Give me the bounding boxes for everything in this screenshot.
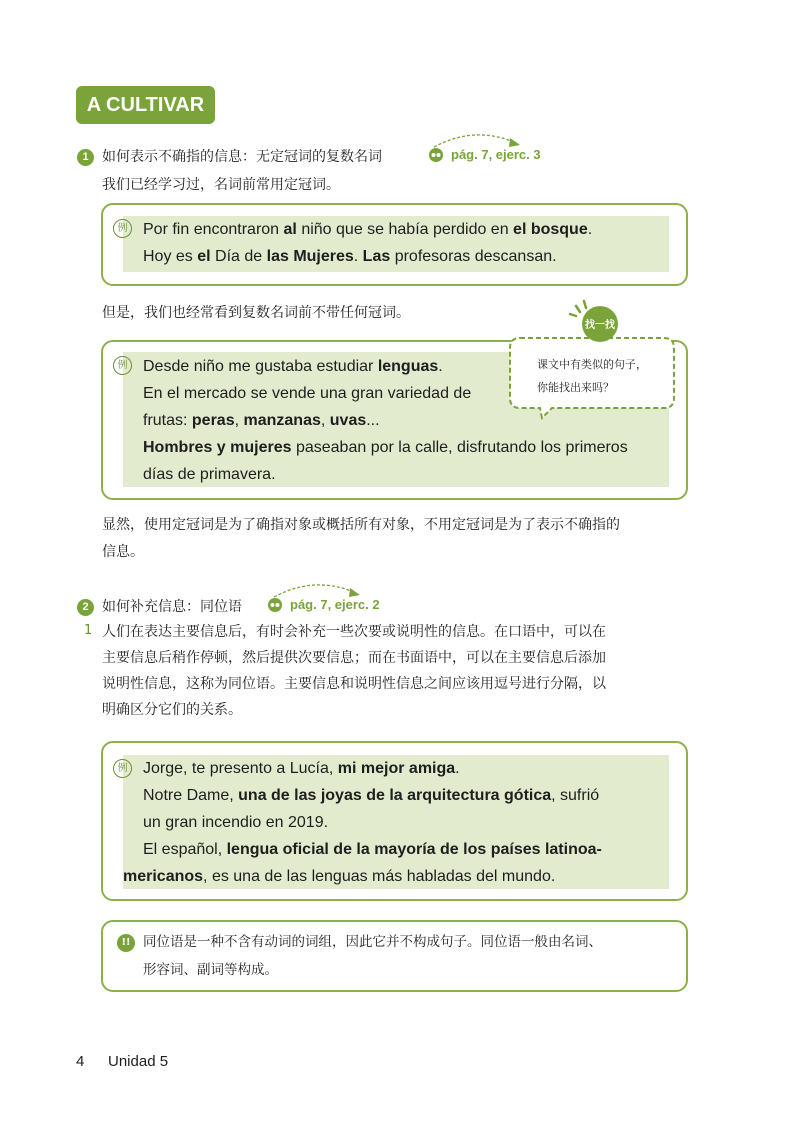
note-line-2: 形容词、副词等构成。 — [143, 962, 278, 978]
example-2-line-5: días de primavera. — [143, 466, 276, 483]
paragraph-line: 主要信息后稍作停顿，然后提供次要信息；而在书面语中，可以在主要信息后添加 — [102, 650, 606, 666]
page-number: 4 — [76, 1053, 85, 1070]
example-3-line-5: mericanos, es una de las lenguas más habladas del mundo. — [123, 868, 556, 885]
eyes-icon — [268, 598, 282, 612]
example-label-icon: 例 — [113, 759, 132, 778]
section-1-intro: 我们已经学习过，名词前常用定冠词。 — [102, 177, 340, 193]
example-3-line-4: El español, lengua oficial de la mayoría de los países latinoa- — [143, 841, 602, 858]
example-label-icon: 例 — [113, 219, 132, 238]
paragraph-number: 1 — [84, 623, 93, 638]
section-1-conclusion-line-1: 显然，使用定冠词是为了确指对象或概括所有对象，不用定冠词是为了表示不确指的 — [102, 517, 620, 533]
section-number-1: 1 — [77, 149, 94, 166]
exercise-reference-2: pág. 7, ejerc. 2 — [290, 597, 380, 612]
example-1-line-2: Hoy es el Día de las Mujeres. Las profesoras descansan. — [143, 248, 557, 265]
paragraph-line: 明确区分它们的关系。 — [102, 702, 242, 718]
section-number-2: 2 — [77, 599, 94, 616]
paragraph-line: 人们在表达主要信息后，有时会补充一些次要或说明性的信息。在口语中，可以在 — [102, 624, 606, 640]
note-line-1: 同位语是一种不含有动词的词组，因此它并不构成句子。同位语一般由名词、 — [143, 934, 602, 950]
unit-label: Unidad 5 — [108, 1053, 169, 1070]
bubble-line-1: 课文中有类似的句子， — [537, 358, 647, 371]
example-label-icon: 例 — [113, 356, 132, 375]
example-3-line-3: un gran incendio en 2019. — [143, 814, 329, 831]
section-1-middle-text: 但是，我们也经常看到复数名词前不带任何冠词。 — [102, 305, 410, 321]
example-2-line-2: En el mercado se vende una gran variedad de — [143, 385, 472, 402]
note-icon: !! — [117, 934, 135, 952]
example-2-line-3: frutas: peras, manzanas, uvas... — [143, 412, 380, 429]
example-3-line-1: Jorge, te presento a Lucía, mi mejor amiga. — [143, 760, 460, 777]
section-2-paragraph — [102, 619, 692, 723]
eyes-icon — [429, 148, 443, 162]
example-1-line-1: Por fin encontraron al niño que se había perdido en el bosque. — [143, 221, 593, 238]
example-2-line-4: Hombres y mujeres paseaban por la calle, disfrutando los primeros — [143, 439, 628, 456]
bubble-line-2: 你能找出来吗？ — [537, 381, 614, 394]
example-3-line-2: Notre Dame, una de las joyas de la arquitectura gótica, sufrió — [143, 787, 600, 804]
exercise-reference-1: pág. 7, ejerc. 3 — [451, 147, 541, 162]
example-2-line-1: Desde niño me gustaba estudiar lenguas. — [143, 358, 443, 375]
bubble-label: 找一找 — [585, 320, 615, 331]
section-1-title: 如何表示不确指的信息：无定冠词的复数名词 — [102, 149, 382, 165]
paragraph-line: 说明性信息，这称为同位语。主要信息和说明性信息之间应该用逗号进行分隔，以 — [102, 676, 606, 692]
section-1-conclusion-line-2: 信息。 — [102, 544, 144, 560]
section-heading: A CULTIVAR — [76, 86, 215, 124]
section-2-title: 如何补充信息：同位语 — [102, 599, 242, 615]
